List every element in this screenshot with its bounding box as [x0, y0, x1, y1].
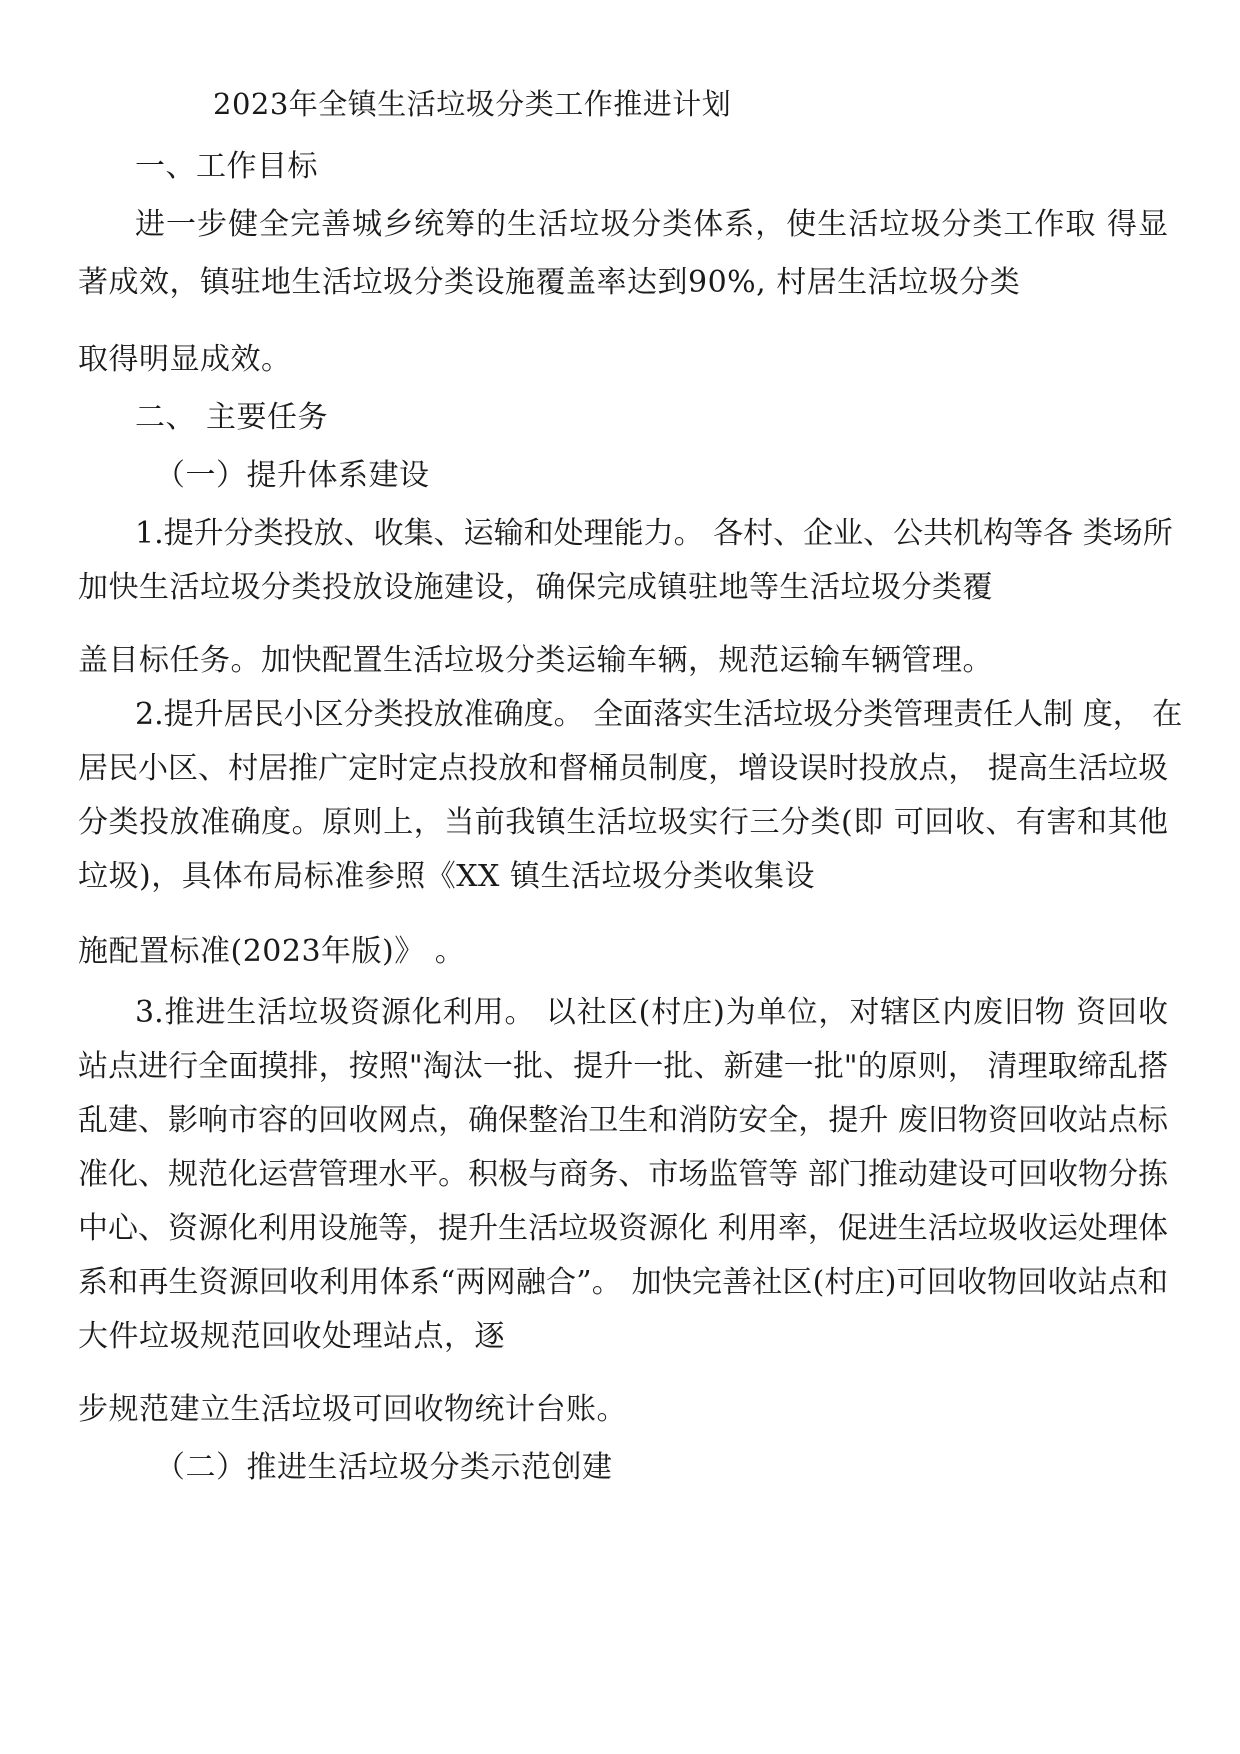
paragraph-line: 施配置标准(2023年版)》 。 [78, 934, 466, 969]
paragraph-line: 站点进行全面摸排，按照"淘汰一批、提升一批、新建一批"的原则， 清理取缔乱搭 [78, 1049, 1168, 1084]
section-heading-goals: 一、工作目标 [135, 149, 318, 184]
paragraph-line: 分类投放准确度。原则上，当前我镇生活垃圾实行三分类(即 可回收、有害和其他 [78, 805, 1168, 840]
paragraph-line: 著成效，镇驻地生活垃圾分类设施覆盖率达到90%, 村居生活垃圾分类 [78, 265, 1021, 300]
paragraph-line: 中心、资源化利用设施等，提升生活垃圾资源化 利用率，促进生活垃圾收运处理体 [78, 1211, 1168, 1246]
paragraph-line: 2.提升居民小区分类投放准确度。 全面落实生活垃圾分类管理责任人制 度， 在 [135, 697, 1183, 732]
paragraph-line: 准化、规范化运营管理水平。积极与商务、市场监管等 部门推动建设可回收物分拣 [78, 1157, 1168, 1192]
paragraph-line: 进一步健全完善城乡统筹的生活垃圾分类体系，使生活垃圾分类工作取 得显 [135, 207, 1168, 242]
paragraph-line: 大件垃圾规范回收处理站点，逐 [78, 1319, 505, 1354]
paragraph-line: 1.提升分类投放、收集、运输和处理能力。 各村、企业、公共机构等各 类场所 [135, 516, 1173, 551]
paragraph-line: 系和再生资源回收利用体系“两网融合”。 加快完善社区(村庄)可回收物回收站点和 [78, 1265, 1168, 1300]
paragraph-line: 取得明显成效。 [78, 342, 292, 377]
paragraph-line: 乱建、影响市容的回收网点，确保整治卫生和消防安全，提升 废旧物资回收站点标 [78, 1103, 1168, 1138]
paragraph-line: 3.推进生活垃圾资源化利用。 以社区(村庄)为单位，对辖区内废旧物 资回收 [135, 995, 1168, 1030]
subsection-heading-demonstration: （二）推进生活垃圾分类示范创建 [155, 1450, 613, 1485]
paragraph-line: 居民小区、村居推广定时定点投放和督桶员制度，增设误时投放点， 提高生活垃圾 [78, 751, 1168, 786]
section-heading-tasks: 二、 主要任务 [135, 400, 329, 435]
paragraph-line: 垃圾)，具体布局标准参照《XX 镇生活垃圾分类收集设 [78, 859, 815, 894]
document-title: 2023年全镇生活垃圾分类工作推进计划 [213, 87, 732, 121]
paragraph-line: 加快生活垃圾分类投放设施建设，确保完成镇驻地等生活垃圾分类覆 [78, 570, 993, 605]
paragraph-line: 盖目标任务。加快配置生活垃圾分类运输车辆，规范运输车辆管理。 [78, 643, 993, 678]
paragraph-line: 步规范建立生活垃圾可回收物统计台账。 [78, 1392, 627, 1427]
subsection-heading-system: （一）提升体系建设 [155, 458, 430, 493]
